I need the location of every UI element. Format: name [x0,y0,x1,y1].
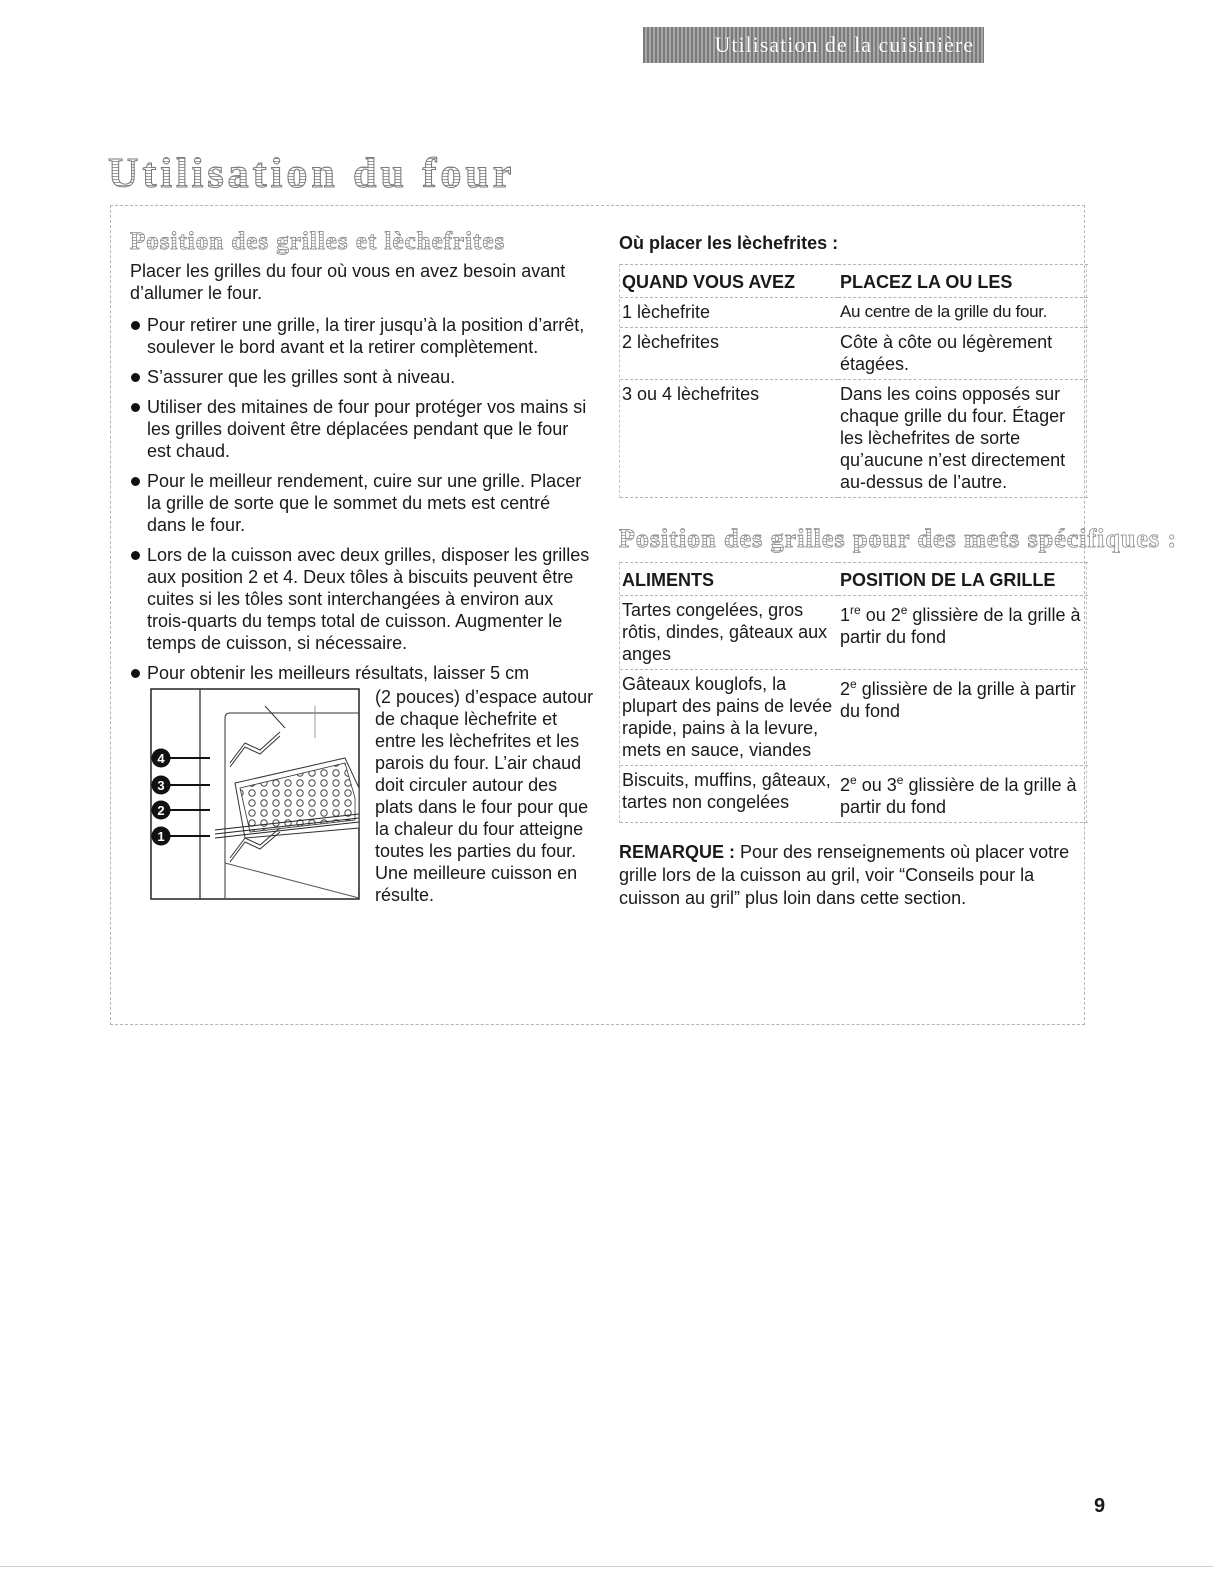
oven-rack-illustration [150,688,360,900]
list-item: S’assurer que les grilles sont à niveau. [130,366,590,388]
left-column [130,228,594,926]
position-text: 2 [840,775,851,795]
table-cell: Biscuits, muffins, gâteaux, tartes non congelées [622,770,831,812]
right-column [619,233,1178,928]
table-row [620,298,1088,328]
column-header: ALIMENTS [622,570,714,590]
table-cell: Dans les coins opposés sur chaque grille du four. Étager les lèchefrites de sorte qu’aucune n’est directement au-dessus de l’autre. [840,384,1066,492]
list-item: Pour le meilleur rendement, cuire sur une grille. Placer la grille de sorte que le sommet du mets est centré dans le four. [130,470,590,536]
table-header-row [620,563,1088,596]
ordinal-suffix: e [850,677,857,691]
table-cell: Au centre de la grille du four. [840,302,1048,321]
page-number: 9 [1094,1495,1106,1517]
table-cell: 1 lèchefrite [622,302,711,322]
header-band-title: Utilisation de la cuisinière [714,32,974,57]
table-row [620,596,1088,670]
bottom-rule [0,1566,1213,1567]
column-header: POSITION DE LA GRILLE [840,570,1056,590]
list-item: Pour obtenir les meilleurs résultats, laisser 5 cm [130,662,590,684]
ordinal-suffix: re [850,603,861,617]
page-title: Utilisation du four [108,151,516,197]
intro-paragraph: Placer les grilles du four où vous en avez besoin avant d’allumer le four. [130,261,566,303]
table-header-row [620,265,1088,298]
spacing-tip-text: (2 pouces) d’espace autour de chaque lèchefrite et entre les lèchefrites et les parois du four. L’air chaud doit circuler autour des plats dans le four pour que la chaleur du four atteigne toutes les parties du four. Une meilleure cuisson en résulte. [375,687,594,905]
table-cell: Tartes congelées, gros rôtis, dindes, gâteaux aux anges [622,600,828,664]
table-cell: 3 ou 4 lèchefrites [622,384,760,404]
rack-number-3-label: 3 [157,778,165,793]
pans-table [620,264,1088,498]
list-item: Lors de la cuisson avec deux grilles, disposer les grilles aux position 2 et 4. Deux tôles à biscuits peuvent être cuites si les tôles sont interchangées à environ aux trois-quarts du temps total de cuisson. Augmenter le temps de cuisson, si nécessaire. [130,544,590,654]
column-header: QUAND VOUS AVEZ [622,272,796,292]
table-cell [838,766,1088,823]
oven-figure-block [130,686,594,926]
pans-heading: Où placer les lèchefrites : [619,233,839,253]
rack-position-subhead: Position des grilles et lèchefrites [130,228,590,256]
column-header: PLACEZ LA OU LES [840,272,1013,292]
remarque-label: REMARQUE : [619,842,735,862]
position-text: glissière de la grille à partir du fond [840,775,1077,817]
table-row [620,766,1088,823]
food-position-subhead: Position des grilles pour des mets spécifiques : [619,524,1178,553]
pans-table-wrap [619,264,1087,498]
position-text: glissière de la grille à partir du fond [840,605,1081,647]
ordinal-suffix: e [850,773,857,787]
position-text: 1 [840,605,851,625]
header-band [643,27,984,63]
position-text: glissière de la grille à partir du fond [840,679,1076,721]
ordinal-suffix: e [900,603,908,617]
tips-list [130,314,590,684]
table-cell [838,596,1088,670]
list-item: Pour retirer une grille, la tirer jusqu’à la position d’arrêt, soulever le bord avant et la retirer complètement. [130,314,590,358]
position-text: ou 3 [856,775,897,795]
food-table-wrap [619,562,1087,823]
table-row [620,328,1088,380]
table-cell [838,670,1088,766]
position-text: 2 [840,679,851,699]
rack-number-2-label: 2 [157,803,165,818]
list-item: Utiliser des mitaines de four pour protéger vos mains si les grilles doivent être déplacées pendant que le four est chaud. [130,396,590,462]
table-row [620,380,1088,498]
remarque-note [619,841,1087,910]
table-row [620,670,1088,766]
table-cell: 2 lèchefrites [622,332,720,352]
food-table [620,562,1088,823]
ordinal-suffix: e [896,773,904,787]
remarque-text: Pour des renseignements où placer votre grille lors de la cuisson au gril, voir “Conseils pour la cuisson au gril” plus loin dans cette section. [619,842,1070,908]
table-cell: Gâteaux kouglofs, la plupart des pains de levée rapide, pains à la levure, mets en sauce, viandes [622,674,833,760]
position-text: ou 2 [860,605,901,625]
rack-number-4-label: 4 [157,751,165,766]
rack-number-1-label: 1 [157,829,165,844]
table-cell: Côte à côte ou légèrement étagées. [840,332,1053,374]
